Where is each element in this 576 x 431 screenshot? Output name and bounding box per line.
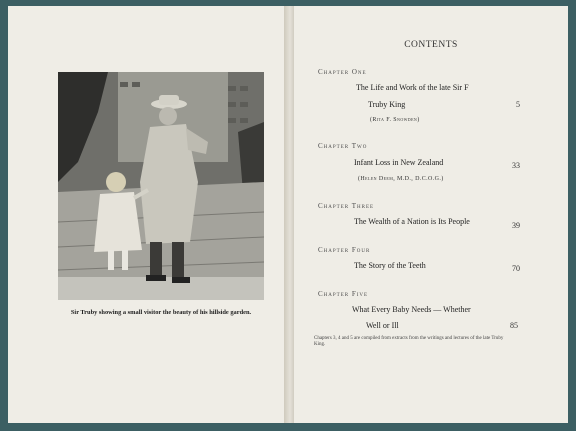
toc-entry-1 [318, 68, 367, 76]
page-number: 33 [512, 161, 520, 170]
chapter-title: What Every Baby Needs — Whether [352, 305, 471, 314]
contents-footnote: Chapters 3, 4 and 5 are compiled from extracts from the writings and lectures of the late Truby King. [314, 336, 504, 347]
page-number: 39 [512, 221, 520, 230]
chapter-author: (Helen Deem, M.D., D.C.O.G.) [358, 176, 444, 182]
chapter-label: Chapter Two [318, 142, 368, 150]
chapter-label: Chapter Four [318, 246, 371, 254]
contents-heading: CONTENTS [404, 40, 458, 50]
toc-entry-5 [318, 290, 368, 298]
photo-caption: Sir Truby showing a small visitor the beauty of his hillside garden. [70, 309, 252, 316]
right-page [294, 6, 568, 423]
chapter-label: Chapter One [318, 68, 367, 76]
chapter-label: Chapter Five [318, 290, 369, 298]
chapter-title: The Story of the Teeth [354, 261, 426, 270]
chapter-title: The Wealth of a Nation is Its People [354, 217, 470, 226]
toc-entry-2 [318, 142, 367, 150]
chapter-title: Infant Loss in New Zealand [354, 158, 444, 167]
chapter-title-cont: Well or Ill [366, 321, 399, 330]
toc-entry-4 [318, 246, 370, 254]
page-number: 85 [510, 321, 518, 330]
left-page [8, 6, 287, 423]
page-number: 70 [512, 264, 520, 273]
chapter-title: The Life and Work of the late Sir F [356, 83, 469, 92]
photograph [58, 72, 264, 300]
chapter-title-cont: Truby King [368, 100, 406, 109]
chapter-label: Chapter Three [318, 202, 375, 210]
chapter-author: (Rita F. Snowden) [370, 117, 420, 123]
page-number: 5 [516, 100, 520, 109]
toc-entry-3 [318, 202, 374, 210]
